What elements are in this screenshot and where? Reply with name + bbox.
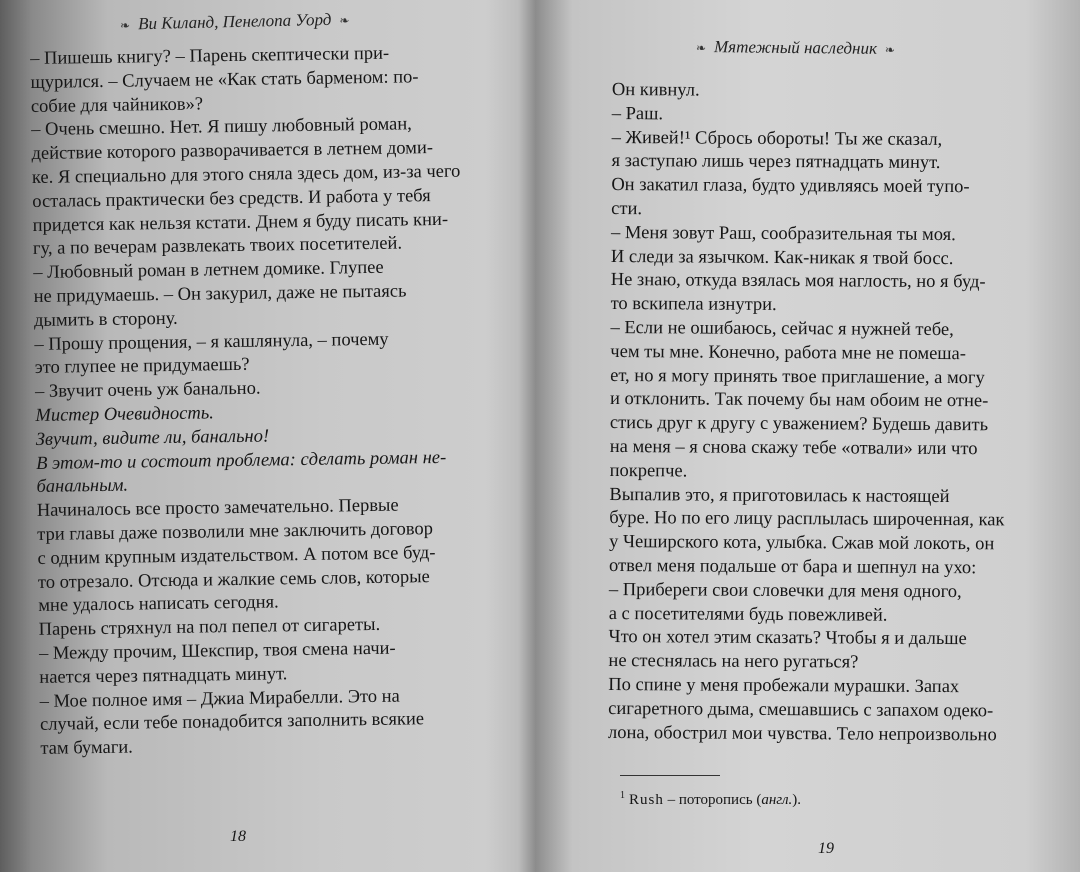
footnote-close: ).	[792, 792, 801, 808]
text-line: Он кивнул.	[611, 79, 700, 101]
text-line: у Чеширского кота, улыбка. Сжав мой локоть, он	[609, 532, 995, 555]
text-line: щурился. – Случаем не «Как стать барменом: по-	[30, 67, 419, 93]
left-page	[0, 0, 520, 872]
text-line: осталась практически без средств. И работа у тебя	[32, 185, 431, 212]
footnote-dash: –	[663, 792, 679, 808]
text-line: с одним крупным издательством. А потом все буд-	[37, 542, 436, 569]
text-line: По спине у меня пробежали мурашки. Запах	[608, 674, 960, 698]
text-line: три главы даже позволили мне заключить договор	[37, 519, 434, 545]
text-line: – Меня зовут Раш, сообразительная ты моя.	[610, 222, 956, 245]
footnote-translation: поторопись (	[678, 792, 762, 808]
text-line: Что он хотел этим сказать? Чтобы я и дальше	[608, 627, 967, 650]
text-line: то вскипела изнутри.	[610, 294, 777, 316]
text-line: мне удалось написать сегодня.	[38, 592, 279, 617]
italic-line: В этом-то и состоит проблема: сделать роман не-	[36, 447, 447, 474]
italic-line: Мистер Очевидность.	[35, 403, 214, 426]
text-line: лона, обострил мои чувства. Тело непроизвольно	[607, 722, 997, 745]
running-head-text: Ви Киланд, Пенелопа Уорд	[137, 9, 332, 34]
text-line: и отклонить. Так почему бы нам обоим не отне-	[609, 389, 989, 412]
text-line: Выпалив это, я приготовилась к настоящей	[609, 484, 950, 507]
footnote	[620, 790, 801, 809]
text-line: действие которого разворачивается в летнем доми-	[31, 138, 434, 165]
text-line: то отрезало. Отсюда и жалкие семь слов, которые	[37, 566, 430, 593]
text-line: не стеснялась на него ругаться?	[608, 651, 859, 673]
italic-line: Звучит, видите ли, банально!	[35, 426, 270, 450]
text-line: И следи за язычком. Как-никак я твой босс.	[610, 246, 954, 269]
text-line: Он закатил глаза, будто удивляясь моей тупо-	[611, 175, 970, 198]
text-line: – Мое полное имя – Джиа Мирабелли. Это на	[39, 686, 400, 712]
ornament-icon: ❧	[884, 42, 896, 58]
text-line: а с посетителями будь повежливей.	[608, 603, 888, 626]
text-line: ет, но я могу принять твое приглашение, а могу	[610, 365, 985, 388]
text-line: стись друг к другу с уважением? Будешь давить	[609, 413, 989, 436]
text-line: Начиналось все просто замечательно. Первые	[36, 495, 399, 522]
text-line: сигаретного дыма, смешавшись с запахом одеко-	[608, 698, 994, 722]
text-line: Не знаю, откуда взялась моя наглость, но я буд-	[610, 270, 986, 293]
text-line: не придумаешь. – Он закурил, даже не пытаясь	[33, 281, 407, 307]
right-page-body	[608, 79, 1007, 748]
running-head-title	[688, 37, 903, 59]
text-line: чем ты мне. Конечно, работа мне не помеша-	[610, 341, 967, 364]
text-line: отвел меня подальше от бара и шепнул на ухо:	[608, 555, 977, 579]
text-line: я заступаю лишь через пятнадцать минут.	[611, 151, 941, 174]
text-line: – Если не ошибаюсь, сейчас я нужней тебе,	[610, 317, 954, 341]
right-page	[540, 0, 1080, 872]
text-line: случай, если тебе понадобится заполнить всякие	[39, 709, 425, 736]
text-line: – Прошу прощения, – я кашлянула, – почему	[34, 329, 389, 355]
page-number: 18	[230, 828, 246, 845]
text-line: собие для чайников»?	[30, 94, 204, 117]
text-line: – Пишешь книгу? – Парень скептически при-	[30, 43, 390, 69]
footnote-divider	[620, 775, 720, 776]
text-line: ке. Я специально для этого сняла здесь дом, из-за чего	[31, 161, 461, 188]
italic-line: банальным.	[36, 475, 129, 498]
text-line: Парень стряхнул на пол пепел от сигареты.	[38, 614, 381, 641]
text-line: – Раш.	[611, 103, 664, 125]
text-line: – Между прочим, Шекспир, твоя смена начи-	[38, 638, 396, 664]
footnote-language: англ.	[761, 792, 793, 808]
left-page-body	[30, 42, 469, 762]
text-line: покрепче.	[609, 460, 688, 482]
text-line: дымить в сторону.	[33, 308, 178, 331]
text-line: на меня – я снова скажу тебе «отвали» или что	[609, 436, 978, 460]
text-line: гу, а по вечерам развлекать твоих посетителей.	[32, 233, 403, 260]
ornament-icon: ❧	[339, 13, 350, 28]
text-line: – Живей!¹ Сбрось обороты! Ты же сказал,	[611, 127, 943, 150]
text-line: – Звучит очень уж банально.	[34, 378, 261, 403]
text-line: придется как нельзя кстати. Днем я буду писать кни-	[32, 209, 449, 236]
running-head-text: Мятежный наследник	[713, 37, 878, 58]
text-line: – Прибереги свои словечки для меня одного,	[608, 579, 962, 602]
text-line: сти.	[611, 198, 643, 220]
ornament-icon: ❧	[119, 18, 131, 33]
text-line: нается через пятнадцать минут.	[39, 663, 288, 688]
page-number: 19	[818, 840, 834, 857]
running-head-authors	[112, 9, 358, 35]
footnote-marker: 1	[620, 790, 625, 801]
text-line: – Любовный роман в летнем домике. Глупее	[33, 257, 384, 284]
text-line: – Очень смешно. Нет. Я пишу любовный роман,	[31, 114, 413, 141]
text-line: это глупее не придумаешь?	[34, 355, 250, 379]
footnote-term: Rush	[629, 792, 664, 808]
text-line: там бумаги.	[40, 737, 134, 760]
text-line: буре. Но по его лицу расплылась широченная, как	[609, 508, 1005, 531]
ornament-icon: ❧	[695, 40, 707, 56]
